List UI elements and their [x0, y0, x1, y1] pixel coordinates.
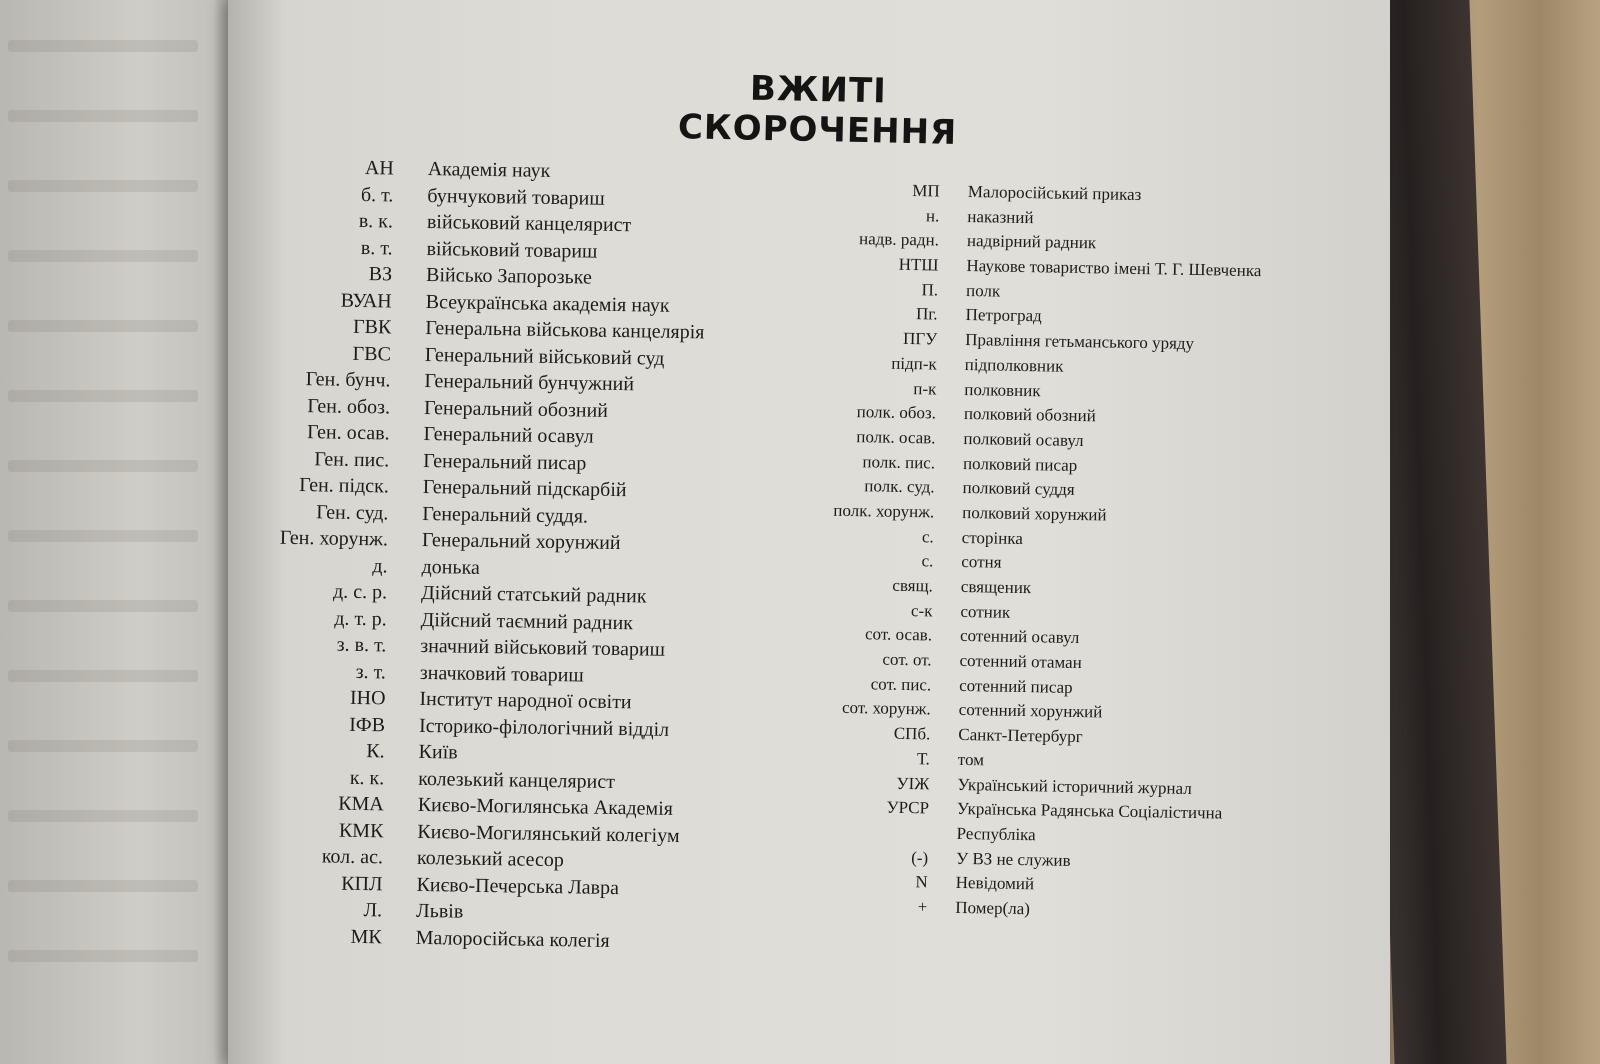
abbreviation-term: полк. осав.: [856, 426, 936, 448]
abbreviation-term: сот. пис.: [870, 674, 932, 695]
abbreviation-meaning: полковий писар: [962, 453, 1078, 475]
abbreviation-meaning: Дійсний статський радник: [420, 581, 647, 608]
abbreviation-term: кол. ас.: [321, 845, 384, 869]
abbreviation-term: з. в. т.: [336, 633, 387, 657]
faint-text-line: [8, 670, 198, 682]
abbreviation-term: Ген. обоз.: [307, 394, 391, 418]
abbreviation-term: Т.: [916, 749, 931, 769]
abbreviation-term: полк. хорунж.: [833, 500, 935, 522]
abbreviation-term: д. т. р.: [334, 607, 387, 630]
abbreviation-term: Ген. хорунж.: [279, 526, 389, 551]
abbreviation-meaning: Інститут народної освіти: [419, 687, 632, 714]
abbreviation-meaning: полковий осавул: [963, 428, 1084, 450]
abbreviation-meaning: Генеральний бунчужний: [424, 369, 635, 396]
abbreviation-meaning: Дійсний таємний радник: [420, 608, 634, 634]
abbreviation-meaning: полковий суддя: [962, 478, 1075, 500]
abbreviation-term: Пг.: [915, 304, 938, 324]
abbreviation-meaning: Всеукраїнська академія наук: [425, 290, 670, 317]
facing-page: [0, 0, 232, 1064]
abbreviation-meaning: полковник: [964, 379, 1041, 400]
page-title: ВЖИТІ СКОРОЧЕННЯ: [677, 68, 958, 153]
abbreviations-left-column: [279, 156, 708, 955]
abbreviation-meaning: Генеральний писар: [423, 449, 587, 475]
abbreviation-meaning: бунчуковий товариш: [427, 184, 605, 210]
abbreviation-term: Л.: [363, 899, 383, 922]
abbreviation-term: МП: [912, 181, 940, 201]
abbreviation-meaning: сотенний писар: [959, 675, 1073, 697]
abbreviation-meaning: Києво-Печерська Лавра: [416, 873, 620, 899]
abbreviation-term: надв. радн.: [858, 229, 940, 250]
abbreviation-meaning: Києво-Могилянський колегіум: [417, 820, 680, 847]
abbreviation-term: ІФВ: [349, 713, 386, 736]
faint-text-line: [8, 530, 198, 542]
abbreviation-meaning: донька: [421, 555, 481, 579]
abbreviation-meaning: полк: [965, 280, 1001, 301]
abbreviation-meaning: Генеральний суддя.: [422, 502, 589, 528]
faint-text-line: [8, 180, 198, 192]
abbreviation-term: N: [915, 872, 928, 892]
faint-text-line: [8, 390, 198, 402]
abbreviation-term: +: [917, 897, 928, 917]
abbreviation-meaning: Петроград: [965, 305, 1042, 326]
abbreviation-meaning: військовий товариш: [426, 237, 598, 263]
abbreviation-term: ГВС: [352, 342, 392, 365]
abbreviation-term: Ген. суд.: [316, 500, 389, 524]
abbreviation-meaning: сотенний хорунжий: [958, 700, 1103, 722]
abbreviation-meaning: значковий товариш: [419, 661, 584, 687]
abbreviation-term: (-): [911, 847, 929, 867]
abbreviation-meaning: Львів: [415, 899, 464, 923]
abbreviation-term: в. т.: [360, 236, 393, 259]
faint-text-line: [8, 600, 198, 612]
abbreviation-meaning: Малоросійський приказ: [967, 181, 1142, 205]
faint-text-line: [8, 320, 198, 332]
abbreviation-meaning: надвірний радник: [966, 231, 1097, 253]
abbreviation-meaning: Невідомий: [955, 873, 1035, 894]
abbreviation-term: К.: [366, 740, 385, 763]
abbreviation-meaning: Наукове товариство імені Т. Г. Шевченка: [966, 256, 1262, 281]
abbreviation-term: МК: [350, 925, 382, 948]
abbreviation-meaning: полковий обозний: [963, 404, 1096, 426]
abbreviation-term: полк. пис.: [862, 451, 936, 473]
abbreviation-meaning: колезький канцелярист: [418, 767, 616, 793]
abbreviations-right-column: [833, 180, 1263, 926]
abbreviation-meaning: том: [957, 749, 985, 770]
abbreviation-term: б. т.: [360, 183, 394, 206]
abbreviation-meaning: Києво-Могилянська Академія: [417, 793, 674, 820]
abbreviation-term: КМА: [338, 792, 384, 816]
abbreviation-meaning: Помер(ла): [955, 897, 1031, 919]
abbreviation-meaning: сотенний отаман: [959, 650, 1082, 673]
abbreviation-meaning: Генеральний підскарбій: [422, 475, 627, 502]
faint-text-line: [8, 110, 198, 122]
abbreviation-term: Ген. пис.: [314, 447, 390, 471]
abbreviation-term: д. с. р.: [332, 580, 388, 604]
abbreviation-meaning: Санкт-Петербург: [958, 725, 1083, 747]
faint-text-line: [8, 880, 198, 892]
abbreviation-meaning: Генеральний військовий суд: [424, 343, 665, 370]
faint-text-line: [8, 40, 198, 52]
abbreviation-term: КПЛ: [341, 872, 383, 895]
abbreviation-term: ПГУ: [902, 329, 938, 349]
abbreviation-meaning: Київ: [418, 740, 458, 764]
abbreviation-meaning: Генеральний осавул: [423, 422, 594, 448]
faint-text-line: [8, 810, 198, 822]
abbreviation-term: д.: [372, 554, 388, 577]
faint-text-line: [8, 740, 198, 752]
abbreviation-term: с.: [921, 551, 934, 571]
abbreviation-term: к. к.: [349, 766, 385, 789]
abbreviation-term: Ген. підск.: [298, 474, 389, 498]
abbreviation-term: полк. суд.: [864, 476, 935, 497]
abbreviation-meaning: Академія наук: [427, 157, 551, 182]
book-page: [228, 0, 1390, 1064]
abbreviation-term: Ген. бунч.: [305, 368, 391, 392]
faint-text-line: [8, 460, 198, 472]
abbreviation-meaning: У ВЗ не служив: [956, 848, 1071, 870]
abbreviation-meaning: значний військовий товариш: [420, 634, 666, 661]
abbreviation-meaning: Малоросійська колегія: [415, 926, 610, 952]
abbreviation-meaning: сотенний осавул: [959, 626, 1080, 648]
abbreviation-term: сот. хорунж.: [841, 698, 931, 719]
abbreviation-term: с-к: [910, 600, 933, 621]
abbreviation-term: П.: [921, 279, 939, 300]
abbreviation-term: сот. от.: [882, 649, 932, 670]
abbreviation-term: ВЗ: [368, 263, 393, 286]
abbreviation-term: ГВК: [352, 315, 392, 339]
abbreviation-meaning: полковий хорунжий: [962, 502, 1107, 525]
abbreviation-term: ВУАН: [340, 289, 392, 312]
abbreviation-term: АН: [364, 157, 394, 180]
abbreviation-term: п-к: [913, 378, 937, 398]
abbreviation-term: сот. осав.: [864, 624, 933, 645]
abbreviation-term: УІЖ: [896, 773, 930, 793]
faint-text-line: [8, 250, 198, 262]
abbreviation-meaning: підполковник: [964, 354, 1064, 376]
abbreviation-meaning: сторінка: [961, 527, 1024, 548]
abbreviation-entry: [350, 924, 696, 955]
abbreviation-meaning: Український історичний журнал: [957, 774, 1192, 798]
abbreviation-entry: [917, 896, 1250, 926]
abbreviation-term: НТШ: [898, 254, 939, 275]
abbreviation-meaning: сотня: [961, 552, 1002, 572]
abbreviation-term: полк. обоз.: [856, 402, 937, 423]
abbreviation-term: ІНО: [349, 686, 386, 710]
abbreviation-meaning: Українська Радянська Соціалістична: [956, 799, 1223, 823]
abbreviation-meaning: Республіка: [956, 823, 1036, 845]
faint-text-line: [8, 950, 198, 962]
abbreviation-term: с.: [921, 526, 934, 547]
abbreviation-term: н.: [925, 205, 940, 226]
abbreviation-meaning: Військо Запорозьке: [425, 263, 593, 289]
abbreviation-term: з. т.: [355, 660, 387, 683]
abbreviation-term: КМК: [338, 819, 384, 842]
abbreviation-meaning: Генеральна військова канцелярія: [425, 316, 705, 344]
abbreviation-meaning: Генеральний хорунжий: [421, 528, 621, 555]
abbreviation-term: підп-к: [891, 353, 937, 374]
abbreviation-meaning: сотник: [960, 601, 1011, 622]
abbreviation-meaning: Історико-філологічний відділ: [418, 714, 670, 741]
abbreviation-term: свящ.: [892, 575, 934, 596]
abbreviation-meaning: Правління гетьманського уряду: [965, 330, 1195, 354]
abbreviation-term: в. к.: [358, 209, 394, 233]
abbreviation-meaning: військовий канцелярист: [426, 210, 632, 237]
abbreviation-term: Ген. осав.: [306, 421, 390, 445]
abbreviation-term: СПб.: [893, 723, 931, 744]
abbreviation-term: УРСР: [886, 797, 930, 818]
abbreviation-meaning: священик: [960, 576, 1032, 598]
abbreviation-meaning: колезький асесор: [416, 846, 565, 872]
abbreviation-meaning: наказний: [967, 206, 1034, 227]
abbreviation-meaning: Генеральний обозний: [423, 396, 609, 422]
